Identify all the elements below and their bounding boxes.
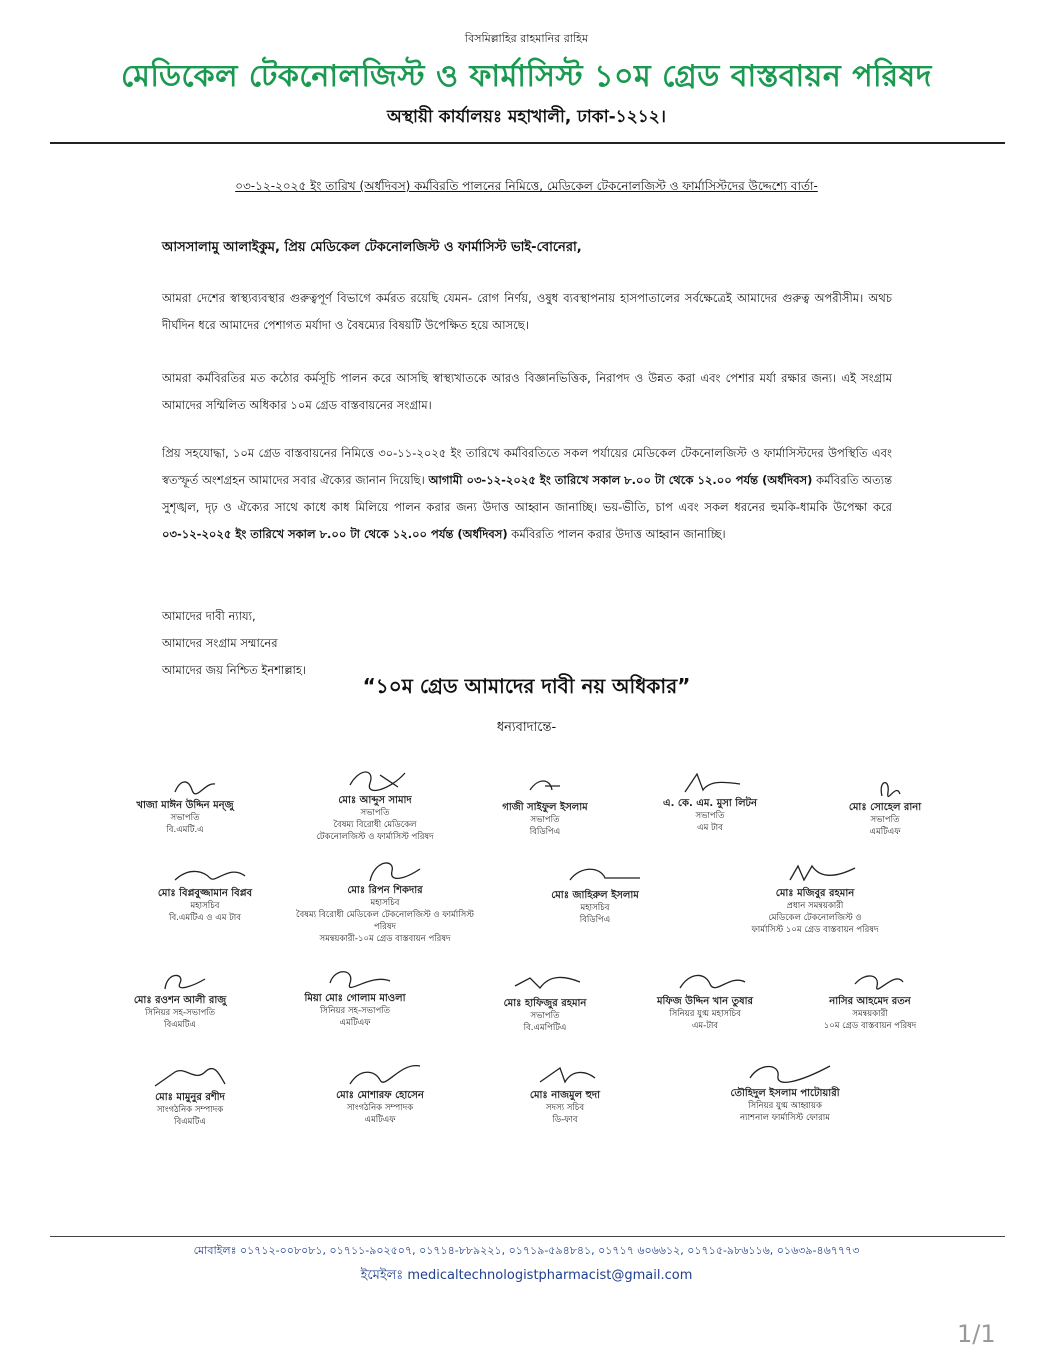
signatory-org: বি.এমটিএ ও এম টাব bbox=[169, 913, 241, 923]
signatory-org-2: সমন্বয়কারী-১০ম গ্রেড বাস্তবায়ন পরিষদ bbox=[319, 934, 451, 944]
office-address: অস্থায়ী কার্যালয়ঃ মহাখালী, ঢাকা-১২১২। bbox=[387, 107, 666, 127]
signatory bbox=[610, 966, 800, 1032]
closing-line-1: আমাদের দাবী ন্যায্য, bbox=[162, 609, 256, 623]
signatory-org: বিএমটিএ bbox=[164, 1020, 196, 1030]
paragraph-3-bold-date-2: ০৩-১২-২০২৫ ইং তারিখে সকাল ৮.০০ টা থেকে ১২.০০ পর্যন্ত (অর্ধদিবস) bbox=[162, 527, 508, 541]
paragraph-3-part-c: কর্মবিরতি অত্যন্ত সুশৃঙ্খল, দৃঢ় ও ঐক্যের সাথে কাধে কাধ মিলিয়ে পালন করার জন্য উদাত্ত আহ্বান জানাচ্ছি। ভয়-ভীতি, চাপ এবং সকল ধরনের হুমকি-ধামকি উপেক্ষা করে bbox=[162, 473, 893, 514]
signatory-name: মোঃ মামুনুর রশীদ bbox=[155, 1092, 225, 1103]
signatory-name: মোঃ মোশারফ হোসেন bbox=[336, 1090, 424, 1101]
signatory-org: বিডিপিএ bbox=[579, 915, 611, 925]
signatory-org-2: ফার্মাসিস্ট ১০ম গ্রেড বাস্তবায়ন পরিষদ bbox=[751, 925, 879, 935]
signatory-title: সভাপতি bbox=[870, 815, 900, 825]
signatory-org: বিডিপিএ bbox=[529, 827, 561, 837]
bismillah-text: বিসমিল্লাহির রাহমানির রাহিম bbox=[464, 32, 589, 45]
paragraph-1: আমরা দেশের স্বাস্থ্যব্যবস্থার গুরুত্বপূর্ণ বিভাগে কর্মরত রয়েছি যেমন- রোগ নির্ণয়, ওষুধ ব্যবস্থাপনায় হাসপাতালের সর্বক্ষেত্রেই আমাদের গুরুত্ব অপরীসীম। অথচ দীর্ঘদিন ধরে আমাদের পেশাগত মর্যাদা ও বৈষম্যের বিষয়টি উপেক্ষিত হয়ে আসছে। bbox=[162, 291, 892, 332]
closing-line-3: আমাদের জয় নিশ্চিত ইনশাল্লাহ। bbox=[162, 663, 307, 677]
signature-mark bbox=[815, 966, 925, 996]
signature-mark bbox=[830, 772, 940, 802]
signatory bbox=[500, 860, 690, 926]
signatory-org: এম টাব bbox=[697, 823, 723, 833]
signatory-name: মিয়া মোঃ গোলাম মাওলা bbox=[304, 993, 406, 1004]
signature-mark bbox=[730, 1058, 840, 1088]
signatory-name: গাজী সাইফুল ইসলাম bbox=[502, 802, 588, 813]
signatory-org: এমটিএফ bbox=[869, 827, 901, 837]
signatory-org: ন্যাশনাল ফার্মাসিস্ট ফোরাম bbox=[740, 1113, 830, 1123]
footer-mobile-numbers: মোবাইলঃ ০১৭১২-০০৮০৮১, ০১৭১১-৯০২৫০৭, ০১৭১৪-৮৮৯২২১, ০১৭১৯-৫৯৪৮৪১, ০১৭১৭ ৬০৬৬১২, ০১৭১৫-৯৮৬১১৬, ০১৬৩৯-৪৬৭৭৭৩ bbox=[193, 1244, 860, 1257]
signature-mark bbox=[135, 1062, 245, 1092]
signatory-title: সিনিয়র যুগ্ম আহ্বায়ক bbox=[748, 1101, 822, 1111]
signatory-org: বৈষম্য বিরোধী মেডিকেল টেকনোলজিস্ট ও ফার্মাসিস্ট পরিষদ bbox=[296, 910, 474, 932]
signature-mark bbox=[125, 965, 235, 995]
signatory-org: মেডিকেল টেকনোলজিস্ট ও bbox=[768, 913, 862, 923]
signatory-name: মোঃ মজিবুর রহমান bbox=[775, 888, 855, 899]
greeting: আসসালামু আলাইকুম, প্রিয় মেডিকেল টেকনোলজিস্ট ও ফার্মাসিস্ট ভাই-বোনেরা, bbox=[162, 240, 582, 255]
signatory bbox=[110, 858, 300, 924]
signatory-name: তৌহিদুল ইসলাম পাটোয়ারী bbox=[730, 1088, 840, 1099]
signatory-title: সিনিয়র সহ-সভাপতি bbox=[319, 1006, 391, 1016]
signatory bbox=[720, 858, 910, 936]
signature-mark bbox=[330, 855, 440, 885]
footer-email[interactable]: ইমেইলঃ medicaltechnologistpharmacist@gmail.com bbox=[360, 1268, 693, 1283]
signatory-org: বিএমটিএ bbox=[174, 1117, 206, 1127]
organization-name: মেডিকেল টেকনোলজিস্ট ও ফার্মাসিস্ট ১০ম গ্রেড বাস্তবায়ন পরিষদ bbox=[121, 59, 932, 94]
signature-mark bbox=[540, 860, 650, 890]
signatory-title: মহাসচিব bbox=[370, 898, 400, 908]
signatory bbox=[775, 966, 965, 1032]
signatory-title: সিনিয়র যুগ্ম মহাসচিব bbox=[669, 1009, 741, 1019]
signatory-org: এমটিএফ bbox=[364, 1115, 396, 1125]
signatory-name: মোঃ বিপ্লবুজ্জামান বিপ্লব bbox=[157, 888, 253, 899]
signatory-name: নাসির আহমেদ রতন bbox=[829, 996, 911, 1007]
signatory-title: প্রধান সমন্বয়কারী bbox=[786, 901, 844, 911]
signatory-title: সভাপতি bbox=[695, 811, 725, 821]
signature-mark bbox=[760, 858, 870, 888]
signature-mark bbox=[655, 768, 765, 798]
signatory-org: ডি-ফাব bbox=[552, 1115, 578, 1125]
paragraph-3 bbox=[162, 440, 892, 548]
signatory-title: সভাপতি bbox=[530, 815, 560, 825]
signature-mark bbox=[130, 770, 240, 800]
signatory-name: মফিজ উদ্দিন খান তুষার bbox=[657, 996, 753, 1007]
signatory-title: সভাপতি bbox=[360, 808, 390, 818]
signatory-org: বি.এমপিটিএ bbox=[523, 1023, 567, 1033]
signatory-name: মোঃ হাফিজুর রহমান bbox=[503, 998, 587, 1009]
page-indicator: 1/1 bbox=[957, 1320, 996, 1348]
signatory bbox=[450, 772, 640, 838]
signatory-org: এমটিএফ bbox=[339, 1018, 371, 1028]
signatory bbox=[290, 855, 480, 945]
signature-mark bbox=[150, 858, 260, 888]
signatory bbox=[470, 1060, 660, 1126]
thanks-text: ধন্যবাদান্তে- bbox=[496, 720, 557, 735]
signature-mark bbox=[320, 765, 430, 795]
signatory-name: এ. কে. এম. মুসা লিটন bbox=[663, 798, 757, 809]
signatory-name: মোঃ সোহেল রানা bbox=[848, 802, 922, 813]
signatory-org: ১০ম গ্রেড বাস্তবায়ন পরিষদ bbox=[823, 1021, 917, 1031]
signatory-title: সভাপতি bbox=[530, 1011, 560, 1021]
signatory-title: সমন্বয়কারী bbox=[852, 1009, 888, 1019]
signatory bbox=[260, 963, 450, 1029]
signatory bbox=[85, 965, 275, 1031]
signatory-name: মোঃ আব্দুস সামাদ bbox=[338, 795, 412, 806]
signatory-org-2: টেকনোলজিস্ট ও ফার্মাসিস্ট পরিষদ bbox=[316, 832, 434, 842]
signatory-org: বৈষম্য বিরোধী মেডিকেল bbox=[333, 820, 417, 830]
signatory-org: এম-টাব bbox=[691, 1021, 719, 1031]
signatory bbox=[285, 1060, 475, 1126]
signatory-title: সিনিয়র সহ-সভাপতি bbox=[144, 1008, 216, 1018]
signature-mark bbox=[650, 966, 760, 996]
signatory-org: বি.এমটি.এ bbox=[166, 825, 204, 835]
paragraph-3-part-a: প্রিয় সহযোদ্ধা, ১০ম গ্রেড বাস্তবায়নের নিমিত্তে ৩০-১১-২০২৫ ইং তারিখে কর্মবিরতিতে সকল পর্যায়ের মেডিকেল টেকনোলজিস্ট ও ফার্মাসিস্টদের উপস্থিতি এবং স্বতস্ফূর্ত অংশগ্রহন আমাদের সবার ঐক্যের জানান দিয়েছি। bbox=[162, 446, 892, 487]
signatory-name: মোঃ জাহিরুল ইসলাম bbox=[551, 890, 639, 901]
signatory-title: সভাপতি bbox=[170, 813, 200, 823]
signatory-title: সাংগঠনিক সম্পাদক bbox=[346, 1103, 414, 1113]
closing-line-2: আমাদের সংগ্রাম সম্মানের bbox=[162, 636, 278, 650]
signatory-title: মহাসচিব bbox=[580, 903, 610, 913]
signature-mark bbox=[490, 968, 600, 998]
subject-line: ০৩-১২-২০২৫ ইং তারিখ (অর্ধদিবস) কর্মবিরতি পালনের নিমিত্তে, মেডিকেল টেকনোলজিস্ট ও ফার্মাসিস্টদের উদ্দেশ্যে বার্তা- bbox=[235, 179, 818, 193]
signatory-name: মোঃ রিপন শিকদার bbox=[347, 885, 423, 896]
signatory-title: মহাসচিব bbox=[190, 901, 220, 911]
signatory-name: মোঃ নাজমুল হুদা bbox=[529, 1090, 601, 1101]
paragraph-3-bold-date-1: আগামী ০৩-১২-২০২৫ ইং তারিখে সকাল ৮.০০ টা থেকে ১২.০০ পর্যন্ত (অর্ধদিবস) bbox=[428, 473, 813, 487]
signatory-title: সাংগঠনিক সম্পাদক bbox=[156, 1105, 224, 1115]
signatory bbox=[690, 1058, 880, 1124]
signatory-name: খাজা মাঈন উদ্দিন মন্জু bbox=[136, 800, 234, 811]
header-divider bbox=[50, 142, 1005, 144]
footer-divider bbox=[50, 1236, 1005, 1237]
signatory bbox=[280, 765, 470, 843]
signature-mark bbox=[490, 772, 600, 802]
signature-mark bbox=[325, 1060, 435, 1090]
signatory bbox=[90, 770, 280, 836]
signature-mark bbox=[510, 1060, 620, 1090]
paragraph-3-part-e: কর্মবিরতি পালন করার উদাত্ত আহ্বান জানাচ্ছি। bbox=[511, 527, 726, 541]
slogan: “১০ম গ্রেড আমাদের দাবী নয় অধিকার” bbox=[362, 674, 691, 698]
paragraph-2: আমরা কর্মবিরতির মত কঠোর কর্মসূচি পালন করে আসছি স্বাস্থ্যখাতকে আরও বিজ্ঞানভিত্তিক, নিরাপদ ও উন্নত করা এবং পেশার মর্যা রক্ষার জন্য। এই সংগ্রাম আমাদের সম্মিলিত অধিকার ১০ম গ্রেড বাস্তবায়নের সংগ্রাম। bbox=[162, 371, 892, 412]
signatory bbox=[95, 1062, 285, 1128]
signature-mark bbox=[300, 963, 410, 993]
signatory bbox=[790, 772, 980, 838]
signatory-name: মোঃ রওশন আলী রাজু bbox=[133, 995, 227, 1006]
signatory bbox=[615, 768, 805, 834]
signatory-title: সদস্য সচিব bbox=[545, 1103, 585, 1113]
